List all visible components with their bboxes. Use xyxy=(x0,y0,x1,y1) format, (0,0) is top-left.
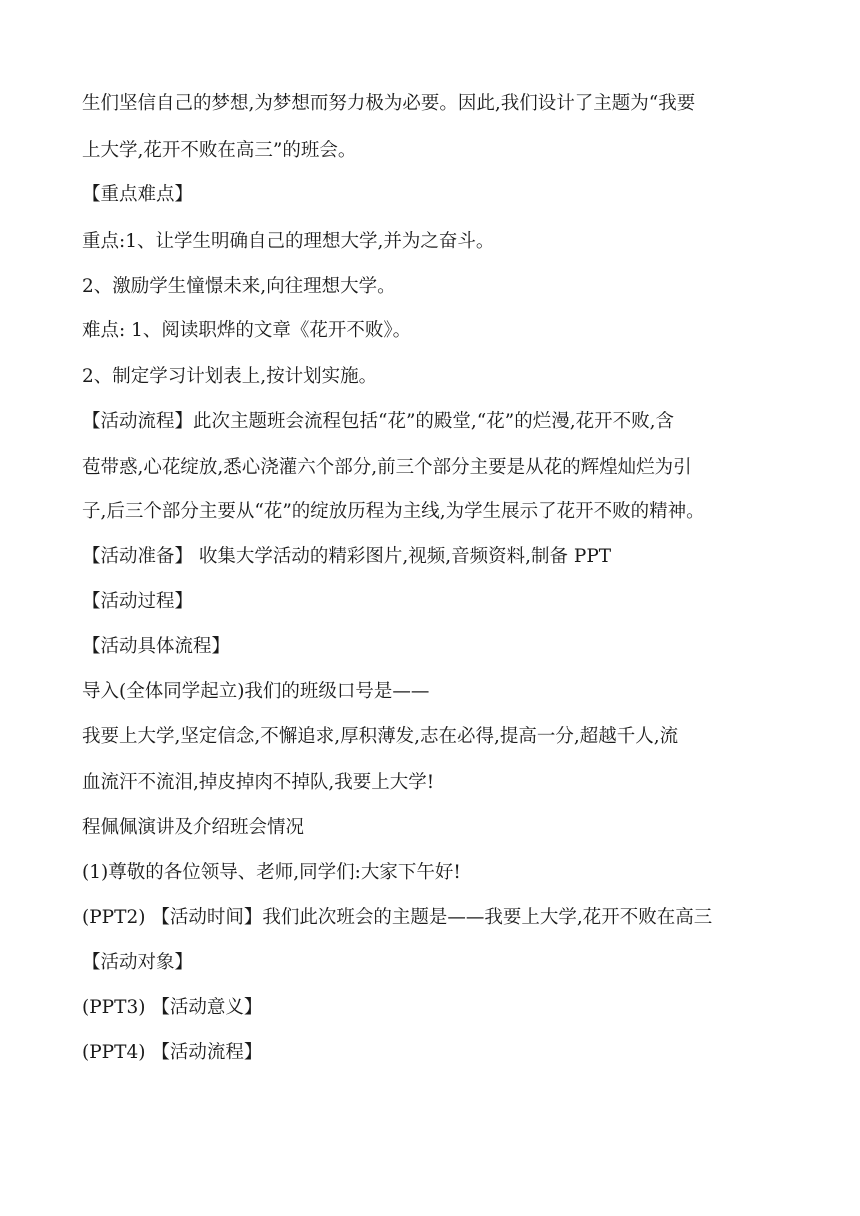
paragraph-line: 子,后三个部分主要从“花”的绽放历程为主线,为学生展示了花开不败的精神。 xyxy=(82,501,705,522)
paragraph-line: (PPT2) 【活动时间】我们此次班会的主题是——我要上大学,花开不败在高三 xyxy=(82,907,713,928)
paragraph-line: 血流汗不流泪,掉皮掉肉不掉队,我要上大学! xyxy=(82,772,435,793)
paragraph-line: 生们坚信自己的梦想,为梦想而努力极为必要。因此,我们设计了主题为“我要 xyxy=(82,93,696,114)
paragraph-line: 我要上大学,坚定信念,不懈追求,厚积薄发,志在必得,提高一分,超越千人,流 xyxy=(82,726,679,747)
paragraph-line: 2、激励学生憧憬未来,向往理想大学。 xyxy=(82,276,396,297)
paragraph-line: (1)尊敬的各位领导、老师,同学们:大家下午好! xyxy=(82,862,461,883)
section-heading: 【活动具体流程】 xyxy=(82,636,231,657)
paragraph-line: (PPT3) 【活动意义】 xyxy=(82,997,263,1018)
paragraph-line: 苞带惑,心花绽放,悉心浇灌六个部分,前三个部分主要是从花的辉煌灿烂为引 xyxy=(82,457,692,478)
section-heading: 【活动对象】 xyxy=(82,952,194,973)
paragraph-line: 上大学,花开不败在高三”的班会。 xyxy=(82,140,357,161)
paragraph-line: 难点: 1、阅读职烨的文章《花开不败》。 xyxy=(82,320,412,341)
section-heading: 【活动过程】 xyxy=(82,591,194,612)
section-heading: 【重点难点】 xyxy=(82,184,194,205)
paragraph-line: (PPT4) 【活动流程】 xyxy=(82,1042,263,1063)
paragraph-line: 重点:1、让学生明确自己的理想大学,并为之奋斗。 xyxy=(82,231,495,252)
paragraph-line: 【活动流程】此次主题班会流程包括“花”的殿堂,“花”的烂漫,花开不败,含 xyxy=(82,411,674,432)
paragraph-line: 程佩佩演讲及介绍班会情况 xyxy=(82,817,305,838)
paragraph-line: 2、制定学习计划表上,按计划实施。 xyxy=(82,366,378,387)
paragraph-line: 【活动准备】 收集大学活动的精彩图片,视频,音频资料,制备 PPT xyxy=(82,546,612,567)
paragraph-line: 导入(全体同学起立)我们的班级口号是—— xyxy=(82,681,430,702)
